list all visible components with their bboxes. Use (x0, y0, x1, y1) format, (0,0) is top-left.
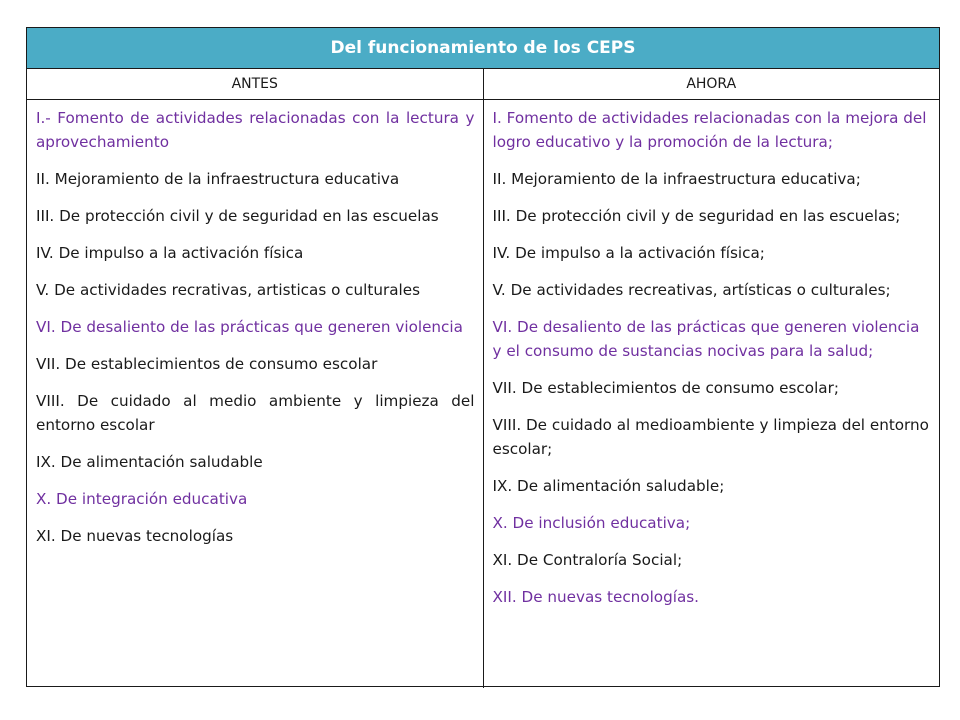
ahora-item: X. De inclusión educativa; (492, 514, 691, 532)
table-body-row (27, 100, 939, 688)
column-header-ahora: AHORA (483, 69, 940, 99)
antes-item: X. De integración educativa (36, 490, 248, 508)
antes-item: IV. De impulso a la activación física (36, 244, 304, 262)
ahora-item: VII. De establecimientos de consumo escolar; (492, 379, 839, 397)
antes-item: III. De protección civil y de seguridad en las escuelas (36, 207, 439, 225)
table-header-row (27, 69, 939, 100)
ahora-item: XII. De nuevas tecnologías. (492, 588, 699, 606)
ahora-column (483, 100, 940, 688)
table-title: Del funcionamiento de los CEPS (27, 28, 939, 69)
antes-item: IX. De alimentación saludable (36, 453, 263, 471)
ahora-item: V. De actividades recreativas, artísticas o culturales; (492, 281, 891, 299)
ahora-item: VIII. De cuidado al medioambiente y limpieza del entorno escolar; (492, 416, 929, 458)
ahora-item: IX. De alimentación saludable; (492, 477, 725, 495)
ahora-item: IV. De impulso a la activación física; (492, 244, 765, 262)
ahora-item: II. Mejoramiento de la infraestructura educativa; (492, 170, 861, 188)
ahora-item: III. De protección civil y de seguridad en las escuelas; (492, 207, 901, 225)
antes-item: I.- Fomento de actividades relacionadas con la lectura y aprovechamiento (36, 109, 475, 151)
antes-column (27, 100, 483, 688)
antes-item: XI. De nuevas tecnologías (36, 527, 234, 545)
antes-item: VI. De desaliento de las prácticas que generen violencia (36, 318, 463, 336)
ahora-item: XI. De Contraloría Social; (492, 551, 683, 569)
comparison-table (26, 27, 940, 687)
ahora-item: VI. De desaliento de las prácticas que generen violencia y el consumo de sustancias nocivas para la salud; (492, 318, 920, 360)
ahora-item: I. Fomento de actividades relacionadas con la mejora del logro educativo y la promoción de la lectura; (492, 109, 927, 151)
antes-item: VII. De establecimientos de consumo escolar (36, 355, 378, 373)
column-header-antes: ANTES (231, 76, 278, 92)
antes-item: II. Mejoramiento de la infraestructura educativa (36, 170, 400, 188)
antes-item: VIII. De cuidado al medio ambiente y limpieza del entorno escolar (36, 392, 475, 434)
antes-item: V. De actividades recrativas, artisticas o culturales (36, 281, 420, 299)
